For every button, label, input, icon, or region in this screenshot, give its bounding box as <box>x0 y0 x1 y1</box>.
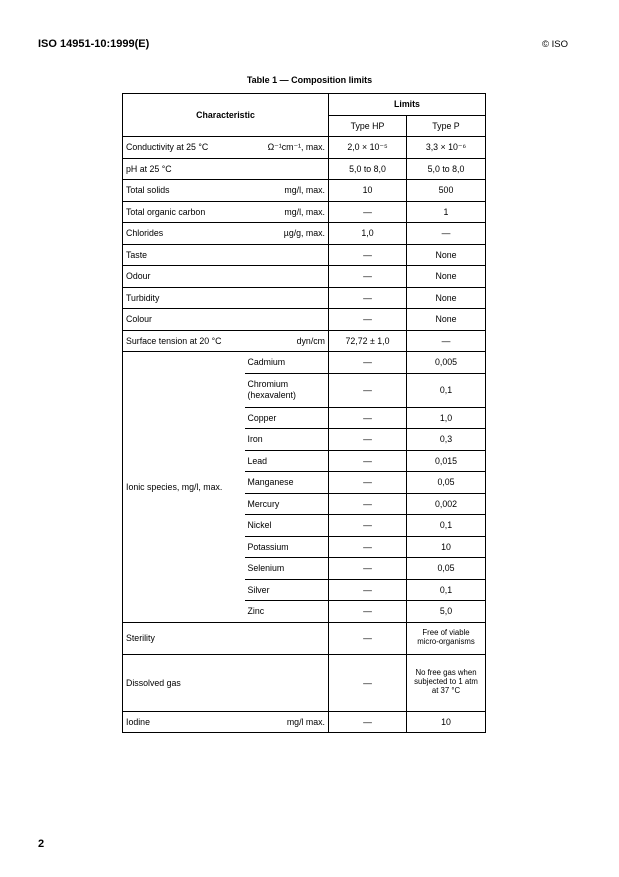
type-p-value: 3,3 × 10⁻⁶ <box>407 137 486 159</box>
type-p-value: — <box>407 223 486 245</box>
type-p-value: 1 <box>407 201 486 223</box>
type-p-value: 0,015 <box>407 450 486 472</box>
ionic-species-name: Potassium <box>245 536 329 558</box>
type-p-value: 0,005 <box>407 352 486 374</box>
copyright-notice: © ISO <box>541 39 568 50</box>
table-row <box>123 158 486 180</box>
table-row <box>123 244 486 266</box>
type-p-value: No free gas when subjected to 1 atm at 37 °C <box>407 654 486 711</box>
characteristic-cell <box>123 287 329 309</box>
type-hp-value: — <box>329 287 407 309</box>
table-row <box>123 223 486 245</box>
type-p-value: 1,0 <box>407 407 486 429</box>
ionic-species-name: Copper <box>245 407 329 429</box>
characteristic-label: Odour <box>126 271 151 282</box>
type-hp-value: — <box>329 601 407 623</box>
type-p-value: 5,0 to 8,0 <box>407 158 486 180</box>
ionic-species-name: Silver <box>245 579 329 601</box>
page-number: 2 <box>38 838 45 850</box>
characteristic-label: Dissolved gas <box>126 677 181 688</box>
characteristic-wrap <box>126 185 325 195</box>
characteristic-label: Total organic carbon <box>126 206 206 217</box>
table-row <box>123 201 486 223</box>
type-hp-value: — <box>329 515 407 537</box>
type-p-value: None <box>407 244 486 266</box>
header-characteristic: Characteristic <box>123 94 329 137</box>
table-row <box>123 352 486 374</box>
type-p-value: 0,3 <box>407 429 486 451</box>
type-hp-value: — <box>329 373 407 407</box>
type-hp-value: — <box>329 472 407 494</box>
characteristic-label: pH at 25 °C <box>126 163 172 174</box>
ionic-species-name: Mercury <box>245 493 329 515</box>
type-hp-value: — <box>329 450 407 472</box>
characteristic-cell <box>123 244 329 266</box>
ionic-species-name: Manganese <box>245 472 329 494</box>
type-p-value: None <box>407 309 486 331</box>
table-row <box>123 137 486 159</box>
characteristic-unit: mg/l, max. <box>284 185 325 196</box>
characteristic-label: Taste <box>126 249 148 260</box>
type-hp-value: 1,0 <box>329 223 407 245</box>
type-p-value: 0,05 <box>407 558 486 580</box>
type-hp-value: — <box>329 244 407 266</box>
table-body <box>123 94 486 733</box>
type-hp-value: 2,0 × 10⁻⁵ <box>329 137 407 159</box>
type-hp-value: 72,72 ± 1,0 <box>329 330 407 352</box>
characteristic-cell <box>123 180 329 202</box>
type-hp-value: 10 <box>329 180 407 202</box>
characteristic-wrap <box>126 142 325 153</box>
header-type-p: Type P <box>407 115 486 137</box>
ionic-species-name: Nickel <box>245 515 329 537</box>
ionic-species-name: Chromium (hexavalent) <box>245 373 329 407</box>
table-row <box>123 654 486 711</box>
type-p-value: 0,1 <box>407 579 486 601</box>
ionic-species-name: Selenium <box>245 558 329 580</box>
type-hp-value: — <box>329 309 407 331</box>
composition-limits-table <box>122 93 486 733</box>
characteristic-cell <box>123 711 329 733</box>
type-p-value: 0,1 <box>407 373 486 407</box>
type-hp-value: — <box>329 622 407 654</box>
characteristic-label: Chlorides <box>126 228 164 239</box>
ionic-species-label: Ionic species, mg/l, max. <box>123 352 245 623</box>
type-hp-value: — <box>329 429 407 451</box>
characteristic-unit: mg/l, max. <box>284 206 325 217</box>
characteristic-unit: mg/l max. <box>286 716 325 727</box>
type-hp-value: — <box>329 352 407 374</box>
characteristic-unit: Ω⁻¹cm⁻¹, max. <box>267 141 325 152</box>
type-hp-value: — <box>329 579 407 601</box>
characteristic-wrap <box>126 228 325 238</box>
type-hp-value: — <box>329 493 407 515</box>
table-row <box>123 330 486 352</box>
characteristic-label: Total solids <box>126 185 170 196</box>
characteristic-cell <box>123 330 329 352</box>
table-row <box>123 711 486 733</box>
characteristic-cell <box>123 201 329 223</box>
header-type-hp: Type HP <box>329 115 407 137</box>
type-p-value: 500 <box>407 180 486 202</box>
type-hp-value: — <box>329 266 407 288</box>
characteristic-cell <box>123 266 329 288</box>
characteristic-wrap <box>126 336 325 346</box>
characteristic-cell <box>123 158 329 180</box>
type-p-value: 0,1 <box>407 515 486 537</box>
characteristic-cell <box>123 654 329 711</box>
characteristic-label: Turbidity <box>126 292 160 303</box>
type-p-value: Free of viable micro-organisms <box>407 622 486 654</box>
table-row <box>123 180 486 202</box>
type-p-value: 5,0 <box>407 601 486 623</box>
type-hp-value: — <box>329 558 407 580</box>
document-id: ISO 14951-10:1999(E) <box>38 38 150 50</box>
characteristic-cell <box>123 223 329 245</box>
characteristic-label: Conductivity at 25 °C <box>126 141 209 152</box>
type-hp-value: — <box>329 201 407 223</box>
characteristic-label: Iodine <box>126 716 150 727</box>
type-hp-value: 5,0 to 8,0 <box>329 158 407 180</box>
characteristic-cell <box>123 622 329 654</box>
type-hp-value: — <box>329 711 407 733</box>
characteristic-label: Colour <box>126 314 152 325</box>
table-caption: Table 1 — Composition limits <box>246 75 373 85</box>
type-p-value: 0,002 <box>407 493 486 515</box>
table-row <box>123 266 486 288</box>
type-p-value: 10 <box>407 711 486 733</box>
ionic-species-name: Cadmium <box>245 352 329 374</box>
characteristic-cell <box>123 137 329 159</box>
type-p-value: None <box>407 287 486 309</box>
ionic-species-name: Iron <box>245 429 329 451</box>
table-row <box>123 309 486 331</box>
type-p-value: 10 <box>407 536 486 558</box>
table-row <box>123 622 486 654</box>
table-row <box>123 287 486 309</box>
ionic-species-name: Zinc <box>245 601 329 623</box>
type-hp-value: — <box>329 407 407 429</box>
characteristic-label: Surface tension at 20 °C <box>126 335 222 346</box>
header-limits: Limits <box>329 94 486 116</box>
characteristic-unit: µg/g, max. <box>283 228 325 239</box>
characteristic-wrap <box>126 717 325 727</box>
type-hp-value: — <box>329 654 407 711</box>
characteristic-unit: dyn/cm <box>296 335 325 346</box>
type-p-value: 0,05 <box>407 472 486 494</box>
type-p-value: — <box>407 330 486 352</box>
type-p-value: None <box>407 266 486 288</box>
characteristic-label: Sterility <box>126 633 155 643</box>
ionic-species-name: Lead <box>245 450 329 472</box>
characteristic-wrap <box>126 207 325 217</box>
type-hp-value: — <box>329 536 407 558</box>
characteristic-cell <box>123 309 329 331</box>
